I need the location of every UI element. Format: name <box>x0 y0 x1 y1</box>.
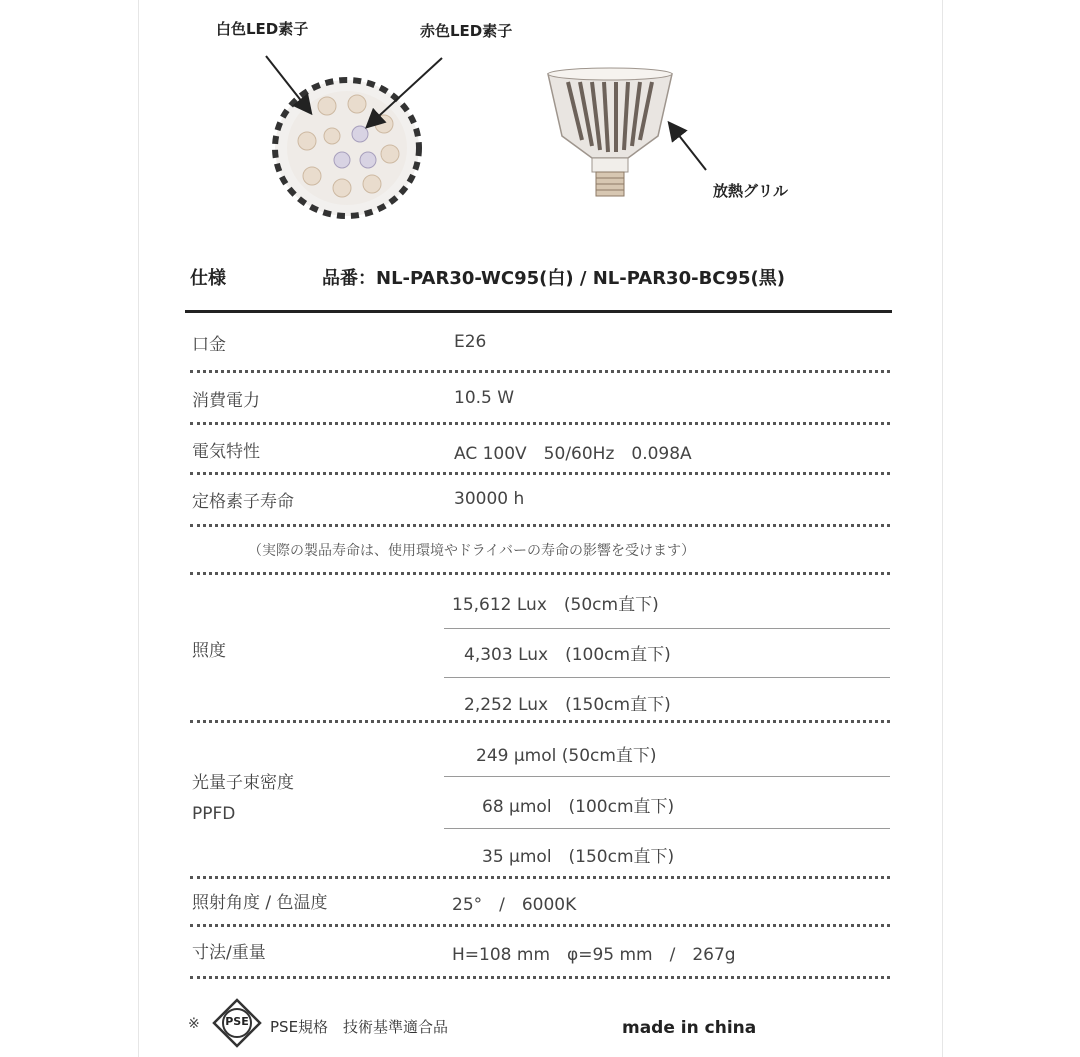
divider <box>190 924 890 927</box>
arrow-red-led <box>358 54 448 134</box>
row-power-value: 10.5 W <box>454 388 515 408</box>
row-electrical-label: 電気特性 <box>192 442 260 462</box>
row-base-value: E26 <box>454 332 487 352</box>
row-base-label: 口金 <box>192 335 226 355</box>
divider <box>190 876 890 879</box>
divider <box>190 422 890 425</box>
pse-text: PSE規格 技術基準適合品 <box>270 1018 449 1036</box>
row-electrical-value: AC 100V 50/60Hz 0.098A <box>454 444 692 464</box>
page-border-right <box>942 0 943 1057</box>
divider <box>190 524 890 527</box>
white-led-callout: 白色LED素子 <box>216 20 309 38</box>
ppfd-value: 249 μmol (50cm直下) <box>476 746 657 766</box>
arrow-white-led <box>262 52 322 122</box>
sub-divider <box>444 776 890 777</box>
size-label: 寸法/重量 <box>192 943 266 963</box>
illuminance-label: 照度 <box>192 641 226 661</box>
model-number: 品番：NL-PAR30-WC95(白) / NL-PAR30-BC95(黒) <box>322 268 786 289</box>
pse-logo <box>212 998 262 1048</box>
ppfd-value: 68 μmol (100cm直下) <box>482 797 675 817</box>
divider <box>190 720 890 723</box>
sub-divider <box>444 628 890 629</box>
illuminance-value: 4,303 Lux (100cm直下) <box>464 645 671 665</box>
size-value: H=108 mm φ=95 mm / 267g <box>452 945 736 965</box>
bulb-side-illustration <box>540 66 680 206</box>
divider <box>190 472 890 475</box>
header-rule <box>185 310 892 313</box>
made-in-label: made in china <box>622 1018 757 1038</box>
ppfd-value: 35 μmol (150cm直下) <box>482 847 675 867</box>
sub-divider <box>444 828 890 829</box>
illuminance-value: 2,252 Lux (150cm直下) <box>464 695 671 715</box>
angle-value: 25° / 6000K <box>452 895 577 915</box>
row-power-label: 消費電力 <box>192 391 260 411</box>
row-life-value: 30000 h <box>454 489 525 509</box>
illuminance-value: 15,612 Lux (50cm直下) <box>452 595 659 615</box>
divider <box>190 370 890 373</box>
page-border-left <box>138 0 139 1057</box>
sub-divider <box>444 677 890 678</box>
arrow-heat-grille <box>662 116 712 176</box>
ppfd-sublabel: PPFD <box>192 804 236 824</box>
footer-note-mark: ※ <box>188 1016 200 1032</box>
angle-label: 照射角度 / 色温度 <box>192 893 328 913</box>
red-led-callout: 赤色LED素子 <box>420 22 513 40</box>
divider <box>190 976 890 979</box>
heat-grille-callout: 放熱グリル <box>713 182 789 200</box>
divider <box>190 572 890 575</box>
spec-title: 仕様 <box>190 268 226 289</box>
pse-logo-text: PSE <box>225 1015 249 1028</box>
ppfd-label: 光量子束密度 <box>192 773 294 793</box>
lifetime-note: （実際の製品寿命は、使用環境やドライバーの寿命の影響を受けます） <box>248 543 696 559</box>
row-life-label: 定格素子寿命 <box>192 492 294 512</box>
